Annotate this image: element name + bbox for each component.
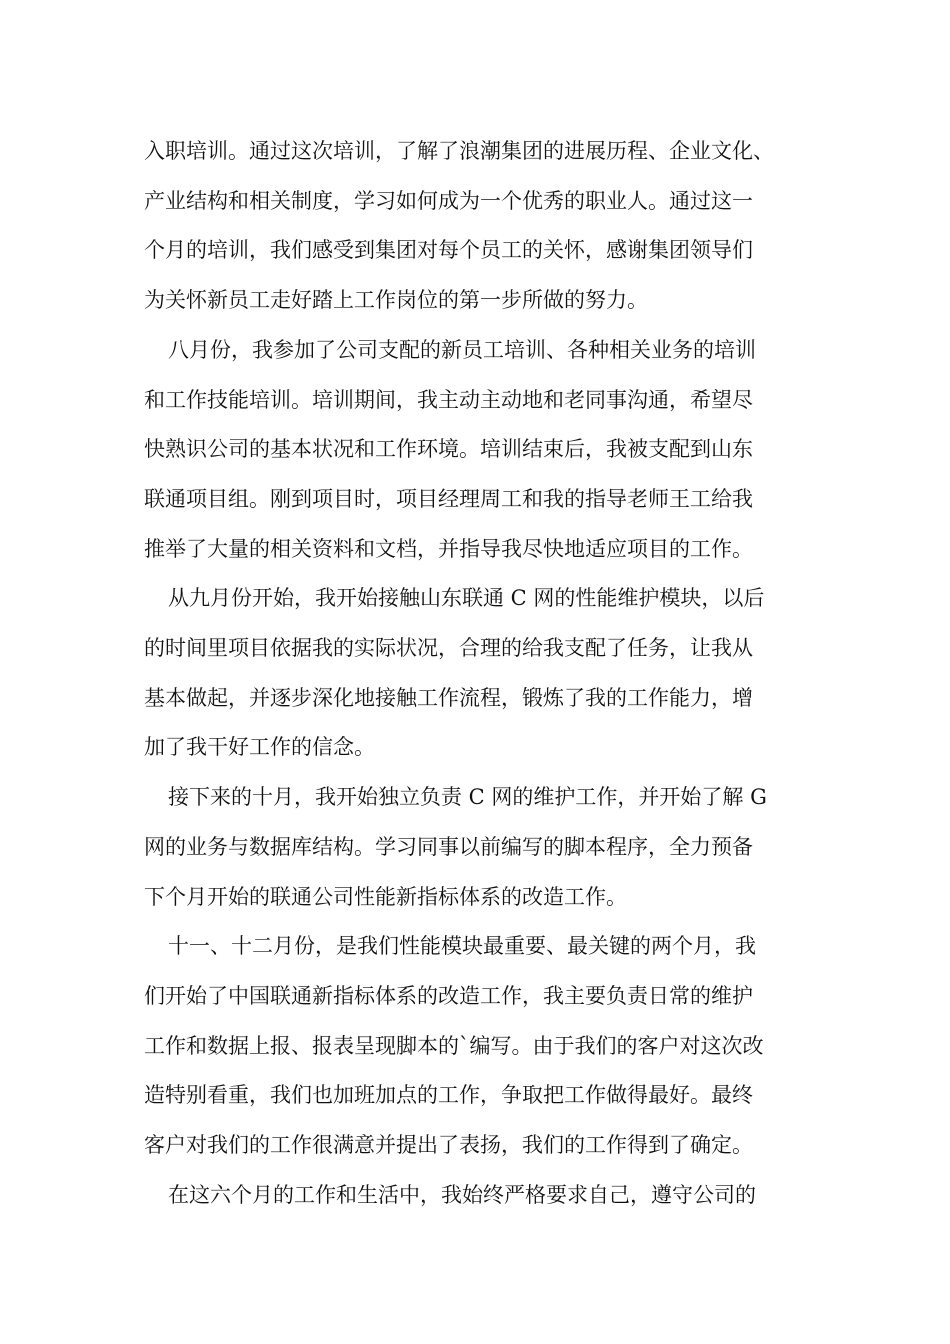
text-line: 们开始了中国联通新指标体系的改造工作，我主要负责日常的维护 bbox=[144, 983, 753, 1008]
text-line: 个月的培训，我们感受到集团对每个员工的关怀，感谢集团领导们 bbox=[144, 238, 753, 263]
text-line: 快熟识公司的基本状况和工作环境。培训结束后，我被支配到山东 bbox=[144, 437, 753, 462]
document-body bbox=[144, 127, 816, 1220]
text-line: 和工作技能培训。培训期间，我主动主动地和老同事沟通，希望尽 bbox=[144, 387, 753, 412]
text-line: 基本做起，并逐步深化地接触工作流程，锻炼了我的工作能力，增 bbox=[144, 685, 753, 710]
paragraph-3 bbox=[144, 574, 816, 773]
text-line: 工作和数据上报、报表呈现脚本的`编写。由于我们的客户对这次改 bbox=[144, 1033, 764, 1058]
paragraph-6 bbox=[144, 1171, 816, 1221]
paragraph-4 bbox=[144, 773, 816, 922]
text-line: 客户对我们的工作很满意并提出了表扬，我们的工作得到了确定。 bbox=[144, 1133, 753, 1158]
paragraph-1 bbox=[144, 127, 816, 326]
text-line: 十一、十二月份，是我们性能模块最重要、最关键的两个月，我 bbox=[168, 934, 756, 959]
text-line: 联通项目组。刚到项目时，项目经理周工和我的指导老师王工给我 bbox=[144, 486, 753, 511]
text-line: 从九月份开始，我开始接触山东联通 C 网的性能维护模块，以后 bbox=[168, 586, 765, 611]
text-line: 下个月开始的联通公司性能新指标体系的改造工作。 bbox=[144, 884, 627, 909]
text-line: 的时间里项目依据我的实际状况，合理的给我支配了任务，让我从 bbox=[144, 636, 753, 661]
text-line: 入职培训。通过这次培训，了解了浪潮集团的进展历程、企业文化、 bbox=[144, 139, 774, 163]
text-line: 产业结构和相关制度，学习如何成为一个优秀的职业人。通过这一 bbox=[144, 188, 753, 213]
text-line: 造特别看重，我们也加班加点的工作，争取把工作做得最好。最终 bbox=[144, 1083, 753, 1108]
text-line: 接下来的十月，我开始独立负责 C 网的维护工作，并开始了解 G bbox=[168, 785, 767, 810]
text-line: 八月份，我参加了公司支配的新员工培训、各种相关业务的培训 bbox=[168, 337, 756, 362]
text-line: 为关怀新员工走好踏上工作岗位的第一步所做的努力。 bbox=[144, 288, 648, 313]
text-line: 网的业务与数据库结构。学习同事以前编写的脚本程序，全力预备 bbox=[144, 834, 753, 859]
text-line: 加了我干好工作的信念。 bbox=[144, 735, 375, 760]
paragraph-2 bbox=[144, 326, 816, 575]
paragraph-5 bbox=[144, 922, 816, 1171]
text-line: 在这六个月的工作和生活中，我始终严格要求自己，遵守公司的 bbox=[168, 1182, 756, 1207]
text-line: 推举了大量的相关资料和文档，并指导我尽快地适应项目的工作。 bbox=[144, 536, 753, 561]
